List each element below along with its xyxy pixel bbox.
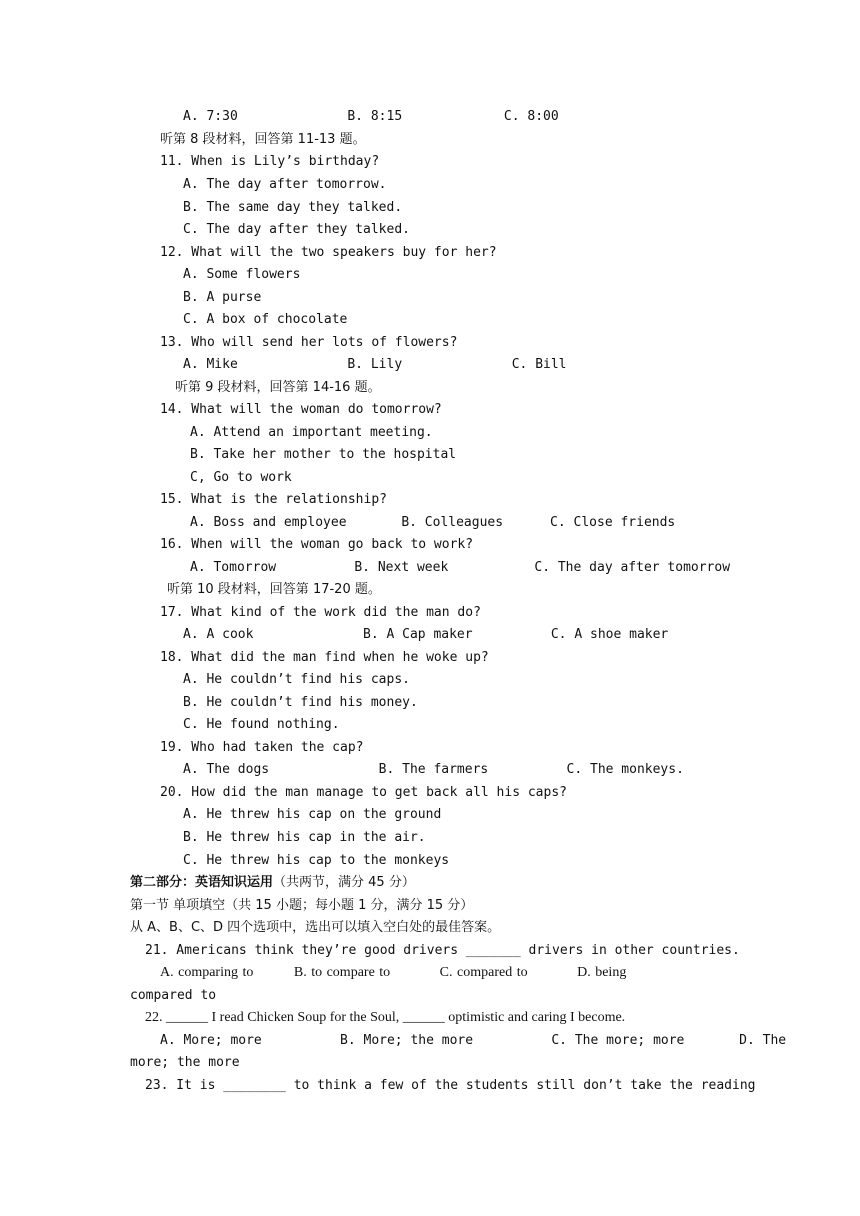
q16-options: A. Tomorrow B. Next week C. The day after tomorrow	[190, 560, 731, 575]
section-heading-material-10: 听第 10 段材料，回答第 17-20 题。	[167, 582, 381, 597]
section-one-instructions: 从 A、B、C、D 四个选项中，选出可以填入空白处的最佳答案。	[130, 920, 501, 935]
question-17: 17. What kind of the work did the man do?	[160, 605, 481, 620]
q14-option-b: B. Take her mother to the hospital	[190, 447, 457, 462]
question-16: 16. When will the woman go back to work?	[160, 537, 474, 552]
q22-options: A. More; more B. More; the more C. The more; more D. The	[160, 1033, 787, 1048]
q18-option-b: B. He couldn’t find his money.	[183, 695, 418, 710]
q12-option-a: A. Some flowers	[183, 267, 301, 282]
question-22: 22. ______ I read Chicken Soup for the Soul, ______ optimistic and caring I become.	[145, 1010, 626, 1025]
q10-options: A. 7:30 B. 8:15 C. 8:00	[183, 109, 559, 124]
q12-option-b: B. A purse	[183, 290, 262, 305]
question-12: 12. What will the two speakers buy for her?	[160, 245, 497, 260]
question-21: 21. Americans think they’re good drivers _______ drivers in other countries.	[145, 943, 740, 958]
question-20: 20. How did the man manage to get back all his caps?	[160, 785, 567, 800]
q20-option-b: B. He threw his cap in the air.	[183, 830, 426, 845]
q18-option-c: C. He found nothing.	[183, 717, 340, 732]
q17-options: A. A cook B. A Cap maker C. A shoe maker	[183, 627, 669, 642]
question-23: 23. It is ________ to think a few of the students still don’t take the reading	[145, 1078, 756, 1093]
section-one-heading: 第一节 单项填空（共 15 小题；每小题 1 分，满分 15 分）	[130, 898, 474, 913]
part-two-title: 第二部分：英语知识运用	[130, 875, 274, 890]
part-two-heading	[130, 873, 415, 893]
question-19: 19. Who had taken the cap?	[160, 740, 364, 755]
q18-option-a: A. He couldn’t find his caps.	[183, 672, 410, 687]
q22-options-cont: more; the more	[130, 1055, 240, 1070]
section-heading-material-9: 听第 9 段材料，回答第 14-16 题。	[175, 380, 381, 395]
q12-option-c: C. A box of chocolate	[183, 312, 348, 327]
q13-options: A. Mike B. Lily C. Bill	[183, 357, 567, 372]
q21-options-cont: compared to	[130, 988, 217, 1003]
question-18: 18. What did the man find when he woke up?	[160, 650, 489, 665]
q21-options: A. comparing to B. to compare to C. compared to D. being	[160, 965, 627, 980]
section-heading-material-8: 听第 8 段材料，回答第 11-13 题。	[160, 132, 366, 147]
question-11: 11. When is Lily’s birthday?	[160, 154, 380, 169]
q15-options: A. Boss and employee B. Colleagues C. Close friends	[190, 515, 676, 530]
q14-option-c: C, Go to work	[190, 470, 292, 485]
q20-option-a: A. He threw his cap on the ground	[183, 807, 442, 822]
q11-option-c: C. The day after they talked.	[183, 222, 410, 237]
q11-option-b: B. The same day they talked.	[183, 200, 403, 215]
q11-option-a: A. The day after tomorrow.	[183, 177, 387, 192]
q19-options: A. The dogs B. The farmers C. The monkeys.	[183, 762, 684, 777]
question-14: 14. What will the woman do tomorrow?	[160, 402, 442, 417]
q14-option-a: A. Attend an important meeting.	[190, 425, 433, 440]
question-13: 13. Who will send her lots of flowers?	[160, 335, 458, 350]
part-two-score: （共两节，满分 45 分）	[273, 875, 415, 890]
question-15: 15. What is the relationship?	[160, 492, 387, 507]
q20-option-c: C. He threw his cap to the monkeys	[183, 853, 450, 868]
